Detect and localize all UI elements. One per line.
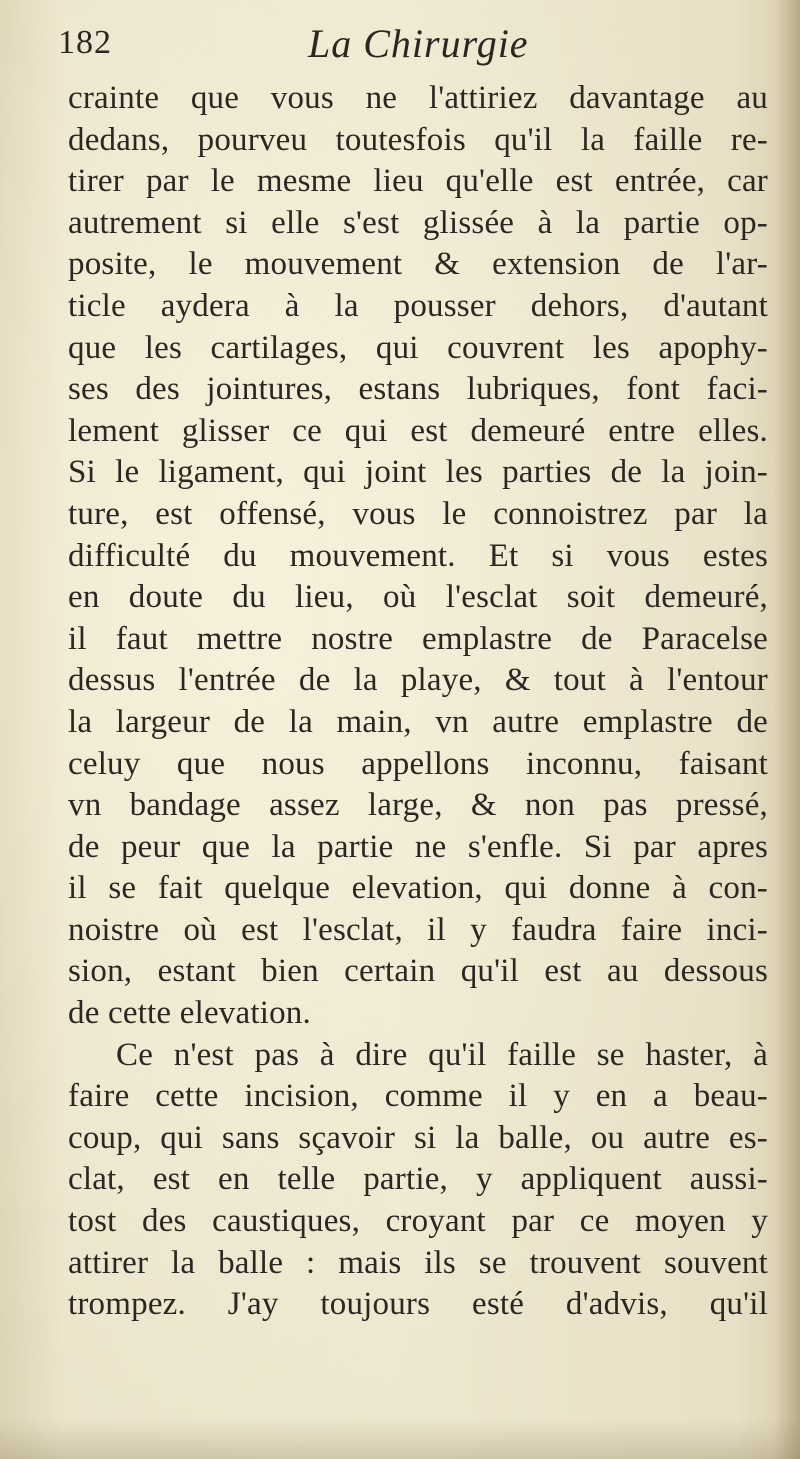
text-line: clat, est en telle partie, y appliquent aussi- [68, 1161, 768, 1198]
text-line: dessus l'entrée de la playe, & tout à l'entour [68, 662, 768, 699]
text-line: tost des caustiques, croyant par ce moyen y [68, 1203, 768, 1240]
text-line: que les cartilages, qui couvrent les apophy- [68, 329, 768, 366]
text-line: faire cette incision, comme il y en a beau- [68, 1078, 768, 1115]
text-line: trompez. J'ay toujours esté d'advis, qu'il [68, 1286, 768, 1323]
text-line: en doute du lieu, où l'esclat soit demeuré, [68, 579, 768, 616]
text-line: celuy que nous appellons inconnu, faisant [68, 745, 768, 782]
page-bottom-shadow [0, 1419, 800, 1459]
text-line: crainte que vous ne l'attiriez davantage au [68, 80, 768, 116]
text-line: autrement si elle s'est glissée à la partie op- [68, 204, 768, 241]
text-line: ture, est offensé, vous le connoistrez par la [68, 495, 768, 532]
text-line: lement glisser ce qui est demeuré entre elles. [68, 412, 768, 449]
text-line: posite, le mouvement & extension de l'ar- [68, 246, 768, 283]
text-line: de cette elevation. [68, 995, 311, 1032]
page-header [58, 14, 766, 74]
text-line: il se fait quelque elevation, qui donne à con- [68, 870, 768, 907]
text-line: noistre où est l'esclat, il y faudra faire inci- [68, 911, 768, 948]
page-edge-shadow [774, 0, 800, 1459]
text-line: de peur que la partie ne s'enfle. Si par apres [68, 828, 768, 865]
text-line: sion, estant bien certain qu'il est au dessous [68, 953, 768, 990]
body-text [68, 78, 768, 1326]
text-line: il faut mettre nostre emplastre de Paracelse [68, 620, 768, 657]
text-line: dedans, pourveu toutesfois qu'il la faille re- [68, 121, 768, 158]
text-line: ticle aydera à la pousser dehors, d'autant [68, 287, 768, 324]
text-line: ses des jointures, estans lubriques, font faci- [68, 371, 768, 408]
text-line: difficulté du mouvement. Et si vous estes [68, 537, 768, 574]
text-line: vn bandage assez large, & non pas pressé, [68, 787, 768, 824]
text-line: attirer la balle : mais ils se trouvent souvent [68, 1244, 768, 1281]
running-title: La Chirurgie [308, 21, 529, 66]
text-line: Si le ligament, qui joint les parties de la join- [68, 454, 768, 491]
text-line: tirer par le mesme lieu qu'elle est entrée, car [68, 163, 768, 200]
text-line: Ce n'est pas à dire qu'il faille se haster, à [116, 1036, 768, 1073]
text-line: la largeur de la main, vn autre emplastre de [68, 703, 768, 740]
page-number: 182 [58, 24, 112, 61]
text-line: coup, qui sans sçavoir si la balle, ou autre es- [68, 1119, 768, 1156]
